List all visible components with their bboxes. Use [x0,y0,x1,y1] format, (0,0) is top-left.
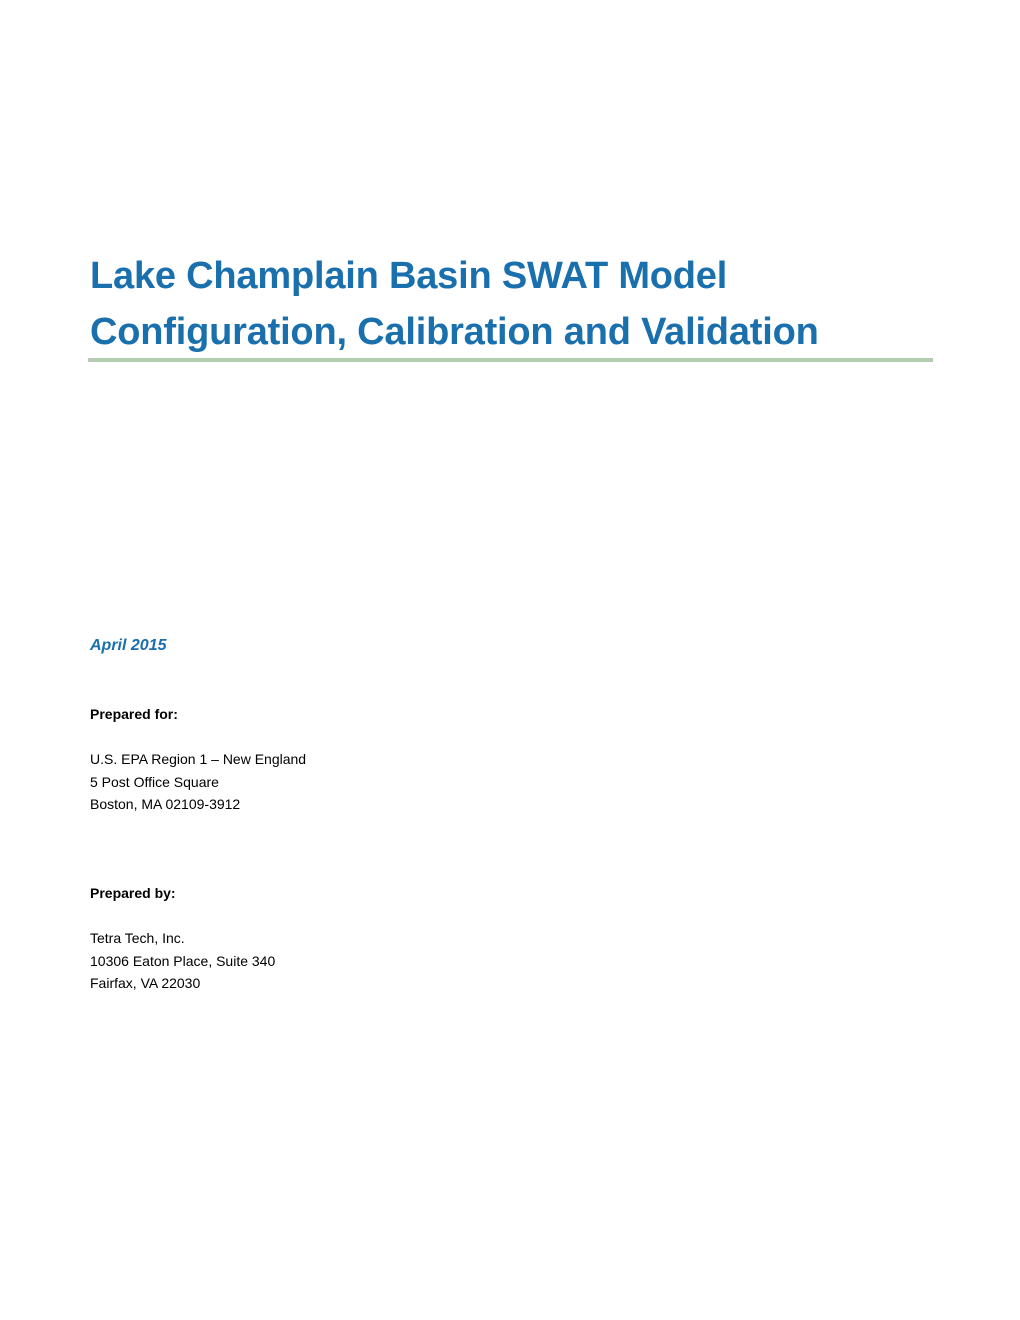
prepared-by-label: Prepared by: [90,885,176,901]
address-line: U.S. EPA Region 1 – New England [90,751,307,767]
title-line-1: Lake Champlain Basin SWAT Model [90,255,728,297]
prepared-for-label: Prepared for: [90,706,178,722]
report-date: April 2015 [90,637,167,654]
prepared-by-address [90,927,275,995]
document-title [90,248,935,360]
prepared-for-address [90,748,306,816]
address-line: Fairfax, VA 22030 [90,975,201,991]
address-line: Tetra Tech, Inc. [90,930,185,946]
title-underline-divider [88,358,933,362]
address-line: Boston, MA 02109-3912 [90,796,241,812]
address-line: 5 Post Office Square [90,773,219,790]
title-line-2: Configuration, Calibration and Validation [90,311,819,353]
address-line: 10306 Eaton Place, Suite 340 [90,952,276,969]
